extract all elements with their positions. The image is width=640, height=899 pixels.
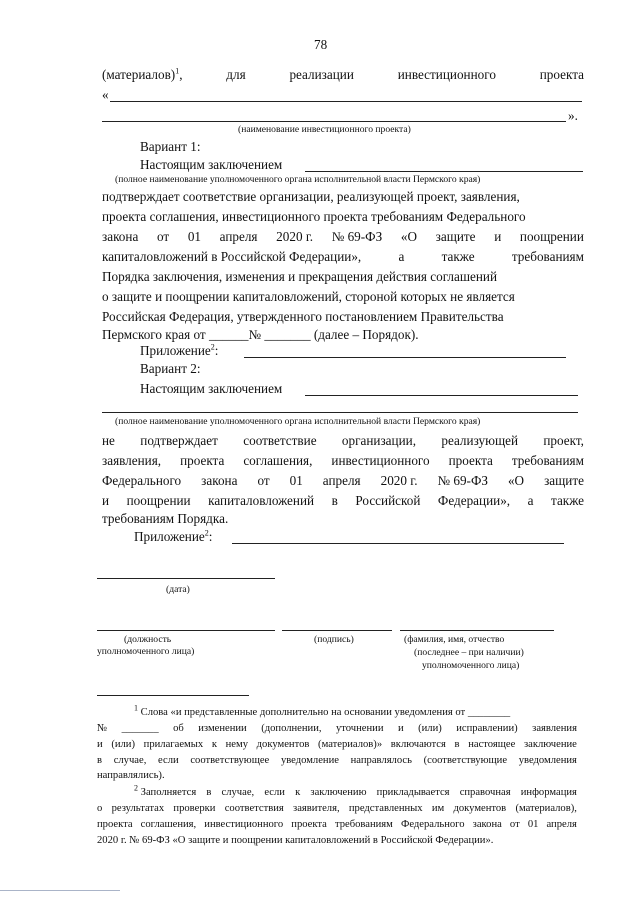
footnote-2 (134, 783, 577, 799)
word: Федерального (400, 819, 465, 830)
word: к (295, 787, 301, 798)
intro-word: (материалов) (102, 67, 176, 82)
authority-caption: (полное наименование уполномоченного органа исполнительной власти Пермского края) (115, 174, 481, 185)
variant2-last-line: требованиям Порядка. (102, 511, 229, 526)
variant1-line: о защите и поощрении капиталовложений, стороной которых не является (102, 289, 515, 304)
word: информация (520, 787, 577, 798)
word: в (206, 787, 212, 798)
intro-word: для (226, 67, 246, 82)
word: 01 (187, 229, 201, 244)
word: требованиям (511, 453, 584, 468)
word: результатах (111, 803, 165, 814)
footnote-ref: 2 (204, 528, 209, 538)
footnote-ref: 1 (175, 66, 180, 76)
variant1-line (102, 249, 584, 265)
colon: : (214, 343, 219, 358)
word: (дополнении, (261, 723, 322, 734)
appendix-line (244, 357, 566, 358)
date-label: (дата) (166, 584, 190, 595)
word: им (431, 803, 445, 814)
word: прикладывается (376, 787, 450, 798)
word: инвестиционного (204, 819, 284, 830)
word: заявления, (102, 453, 162, 468)
word: случае, (113, 755, 147, 766)
word: (или) (111, 739, 136, 750)
intro-word: реализации (289, 67, 354, 82)
variant1-appendix (140, 343, 218, 359)
word: (материалов)» (318, 739, 383, 750)
intro-word: инвестиционного (397, 67, 496, 82)
word: о (97, 803, 103, 814)
authority-name-line (305, 395, 578, 396)
word: нему (225, 739, 249, 750)
word: заключению (310, 787, 367, 798)
word: и (397, 723, 404, 734)
word: настоящее (468, 739, 516, 750)
footnote-1-line (97, 738, 577, 751)
appendix-line (232, 543, 564, 544)
full-name-label: (последнее – при наличии) (414, 647, 524, 658)
footnote-2-line (97, 802, 577, 815)
project-name-line-2 (102, 121, 566, 122)
word: а (527, 493, 534, 508)
word: поощрении (519, 229, 584, 244)
variant1-line: Российская Федерация, утвержденного постановлением Правительства (102, 309, 504, 324)
project-name-caption: (наименование инвестиционного проекта) (238, 124, 411, 135)
signature-label: (подпись) (314, 634, 354, 645)
footnote-text: Слова «и представленные дополнительно на основании уведомления от ________ (140, 707, 511, 718)
footnote-2-line (97, 818, 577, 831)
word: а (398, 249, 405, 264)
word: и (97, 739, 103, 750)
footnote-1 (134, 703, 511, 719)
variant2-line (102, 453, 584, 469)
colon: : (208, 529, 213, 544)
footnote-1-line: направлялись). (97, 770, 165, 781)
project-name-line-1 (110, 101, 582, 102)
intro-line (102, 67, 584, 83)
word: Российской (355, 493, 421, 508)
word: Федерального (102, 473, 182, 488)
variant1-line (102, 229, 584, 245)
variant2-line (102, 473, 584, 489)
word: от (509, 819, 520, 830)
signature-line (282, 630, 392, 631)
intro-word: проекта (539, 67, 584, 82)
word: требованиям (511, 249, 584, 264)
word: также (551, 493, 584, 508)
word: апреля (219, 229, 258, 244)
word: заявления (532, 723, 577, 734)
appendix-label: Приложение (134, 529, 205, 544)
word: уведомления (518, 755, 577, 766)
word: № 69-ФЗ (331, 229, 383, 244)
footnote-ref: 2 (210, 342, 215, 352)
word: заключение (523, 739, 577, 750)
word: _______ (121, 723, 159, 734)
variant1-title: Вариант 1: (140, 139, 201, 154)
word: «О (400, 229, 417, 244)
footnote-mark: 2 (134, 783, 138, 793)
word: проверки (173, 803, 216, 814)
word: проекта (448, 453, 493, 468)
word: от (257, 473, 270, 488)
word: (соответствующие (423, 755, 508, 766)
variant2-line (102, 433, 584, 449)
footnote-1-line (97, 722, 577, 735)
word: соглашения, (243, 453, 313, 468)
word: поощрении (126, 493, 191, 508)
word: заявителя, (293, 803, 340, 814)
word: представленных (348, 803, 423, 814)
word: к (211, 739, 217, 750)
variant2-lead: Настоящим заключением (140, 381, 283, 396)
word: об (173, 723, 184, 734)
word: уведомление (280, 755, 339, 766)
full-name-line (400, 630, 554, 631)
variant1-last-line: Пермского края от ______№ _______ (далее – Порядок). (102, 327, 419, 342)
word: проекта (180, 453, 225, 468)
position-label: (должность (124, 634, 172, 645)
position-label: уполномоченного лица) (97, 646, 195, 657)
word: соответствия (224, 803, 284, 814)
word: инвестиционного (331, 453, 430, 468)
word: закона (201, 473, 238, 488)
footnote-separator (97, 695, 249, 696)
variant2-line (102, 493, 584, 509)
word: закона (472, 819, 502, 830)
word: если (264, 787, 285, 798)
word: документов (256, 739, 310, 750)
word: № (97, 723, 108, 734)
footnote-1-line (97, 754, 577, 767)
variant2-appendix (134, 529, 212, 545)
word: исправлении) (456, 723, 518, 734)
word: в (454, 739, 460, 750)
word: 2020 г. (276, 229, 314, 244)
word: в (97, 755, 103, 766)
word: проект, (543, 433, 584, 448)
word: проекта (97, 819, 133, 830)
word: прилагаемых (143, 739, 204, 750)
variant1-line: подтверждает соответствие организации, реализующей проект, заявления, (102, 189, 520, 204)
word: если (158, 755, 179, 766)
word: № 69-ФЗ (437, 473, 488, 488)
word: в (331, 493, 338, 508)
page-number: 78 (314, 37, 328, 52)
word: документов (453, 803, 507, 814)
footnote-mark: 1 (134, 703, 138, 713)
variant1-line: Порядка заключения, изменения и прекращения действия соглашений (102, 269, 498, 284)
word: проекта (291, 819, 327, 830)
word: направлялось (350, 755, 412, 766)
word: 01 (527, 819, 539, 830)
word: (материалов), (515, 803, 577, 814)
word: защите (544, 473, 584, 488)
word: капиталовложений (208, 493, 315, 508)
word: организации, (341, 433, 417, 448)
word: также (441, 249, 475, 264)
word: от (156, 229, 170, 244)
word: включаются (390, 739, 446, 750)
authority-name-line (305, 171, 583, 172)
word: и (494, 229, 502, 244)
word: соглашения, (140, 819, 197, 830)
word: Заполняется (140, 787, 197, 798)
word: случае, (221, 787, 255, 798)
word: подтверждает (140, 433, 218, 448)
word: соответствующее (190, 755, 270, 766)
footnote-2-line: 2020 г. № 69-ФЗ «О защите и поощрении капиталовложений в Российской Федерации». (97, 835, 494, 846)
full-name-label: (фамилия, имя, отчество (404, 634, 505, 645)
word: и (102, 493, 110, 508)
word: соответствие (243, 433, 317, 448)
word: (или) (418, 723, 442, 734)
appendix-label: Приложение (140, 343, 211, 358)
word: 01 (289, 473, 303, 488)
authority-caption: (полное наименование уполномоченного органа исполнительной власти Пермского края) (115, 416, 481, 427)
position-line (97, 630, 275, 631)
variant1-lead: Настоящим заключением (140, 157, 283, 172)
word: апреля (322, 473, 361, 488)
full-name-label: уполномоченного лица) (422, 660, 520, 671)
open-quote: « (102, 87, 109, 102)
word: реализующей (441, 433, 519, 448)
word: защите (435, 229, 476, 244)
word: 2020 г. (380, 473, 418, 488)
word: уточнении (336, 723, 384, 734)
word: требованиям (334, 819, 393, 830)
authority-name-line-2 (102, 412, 578, 413)
scan-rule (0, 890, 120, 891)
word: изменении (198, 723, 247, 734)
word: закона (102, 229, 139, 244)
intro-comma: , (179, 67, 183, 82)
variant2-title: Вариант 2: (140, 361, 201, 376)
word: Федерации», (437, 493, 511, 508)
word: апреля (546, 819, 577, 830)
word: капиталовложений в Российской Федерации», (102, 249, 362, 264)
word: «О (507, 473, 525, 488)
date-line (97, 578, 275, 579)
word: не (102, 433, 115, 448)
close-quote: ». (568, 108, 578, 123)
variant1-line: проекта соглашения, инвестиционного проекта требованиям Федерального (102, 209, 526, 224)
word: справочная (459, 787, 511, 798)
